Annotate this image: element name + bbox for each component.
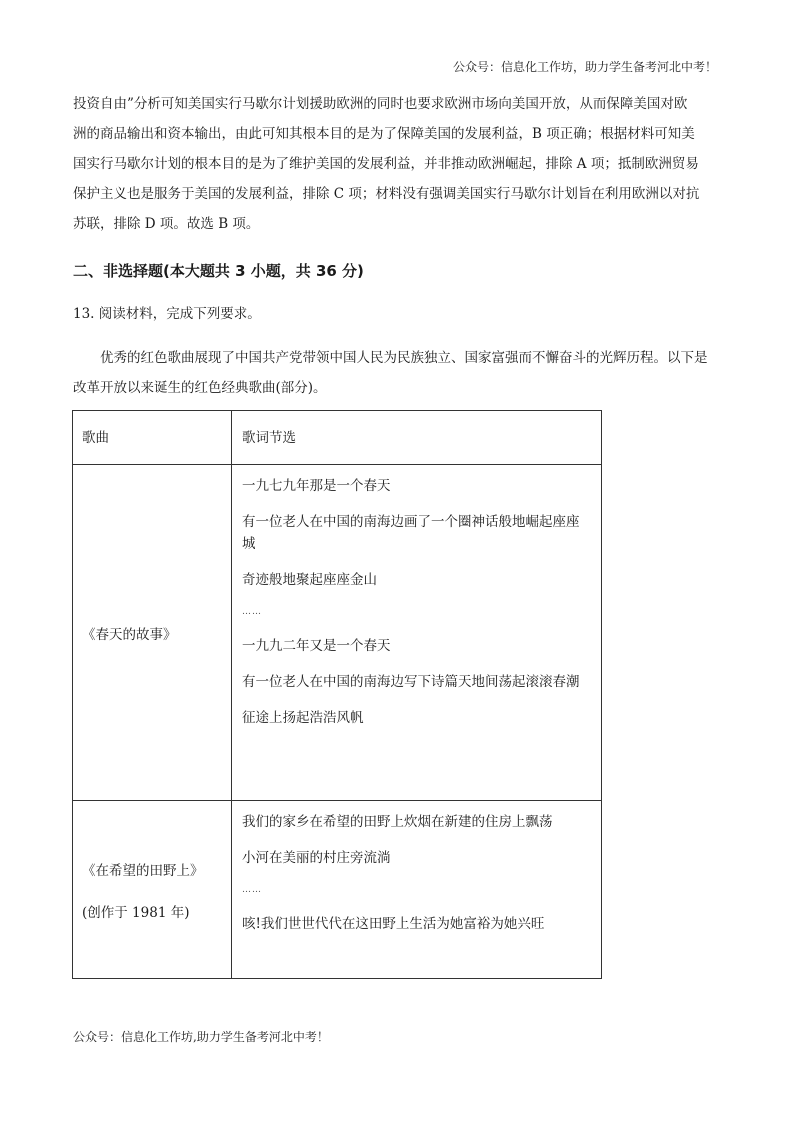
paragraph-line: 国实行马歇尔计划的根本目的是为了维护美国的发展利益，并非推动欧洲崛起，排除 A 项；抵制欧洲贸易	[73, 156, 699, 172]
ellipsis: ……	[242, 885, 262, 895]
song-lyrics-table	[72, 410, 602, 979]
table-row	[73, 465, 602, 801]
page-header: 公众号：信息化工作坊，助力学生备考河北中考！	[452, 60, 717, 74]
intro-line: 优秀的红色歌曲展现了中国共产党带领中国人民为民族独立、国家富强而不懈奋斗的光辉历程。以下是	[100, 350, 708, 366]
ellipsis: ……	[242, 607, 262, 617]
question-stem: 13. 阅读材料，完成下列要求。	[73, 306, 261, 322]
table-row	[73, 801, 602, 979]
lyrics-cell	[232, 801, 602, 979]
paragraph-line: 投资自由”分析可知美国实行马歇尔计划援助欧洲的同时也要求欧洲市场向美国开放，从而保障美国对欧	[73, 96, 688, 112]
answer-explanation-paragraph	[73, 89, 723, 239]
paragraph-line: 保护主义也是服务于美国的发展利益，排除 C 项；材料没有强调美国实行马歇尔计划旨在利用欧洲以对抗	[73, 186, 700, 202]
lyric-line: 小河在美丽的村庄旁流淌	[242, 850, 391, 866]
lyric-line: 我们的家乡在希望的田野上炊烟在新建的住房上飘荡	[242, 814, 553, 830]
song-title-cell: 《春天的故事》	[73, 465, 232, 801]
lyrics-cell	[232, 465, 602, 801]
lyric-line: 城	[242, 536, 256, 552]
lyric-line: 奇迹般地聚起座座金山	[242, 572, 377, 588]
song-title-cell	[73, 801, 232, 979]
material-intro	[73, 343, 728, 403]
lyric-line: 一九九二年又是一个春天	[242, 638, 391, 654]
paragraph-line: 洲的商品输出和资本输出，由此可知其根本目的是为了保障美国的发展利益，B 项正确；根据材料可知美	[73, 126, 695, 142]
paragraph-line: 苏联，排除 D 项。故选 B 项。	[73, 216, 260, 232]
header-cell-song: 歌曲	[73, 411, 232, 465]
table-header-row	[73, 411, 602, 465]
page-footer: 公众号：信息化工作坊,助力学生备考河北中考！	[73, 1030, 329, 1044]
intro-line: 改革开放以来诞生的红色经典歌曲(部分)。	[73, 380, 327, 396]
header-cell-lyrics: 歌词节选	[232, 411, 602, 465]
lyric-line: 一九七九年那是一个春天	[242, 478, 391, 494]
song-note: (创作于 1981 年)	[82, 904, 190, 921]
lyric-line: 咳!我们世世代代在这田野上生活为她富裕为她兴旺	[242, 916, 545, 932]
section-title: 二、非选择题(本大题共 3 小题，共 36 分)	[73, 262, 364, 280]
lyric-line: 有一位老人在中国的南海边写下诗篇天地间荡起滚滚春潮	[242, 674, 580, 690]
lyric-line: 征途上扬起浩浩风帆	[242, 710, 364, 726]
lyric-line: 有一位老人在中国的南海边画了一个圈神话般地崛起座座	[242, 514, 580, 530]
song-title: 《在希望的田野上》	[82, 862, 204, 879]
